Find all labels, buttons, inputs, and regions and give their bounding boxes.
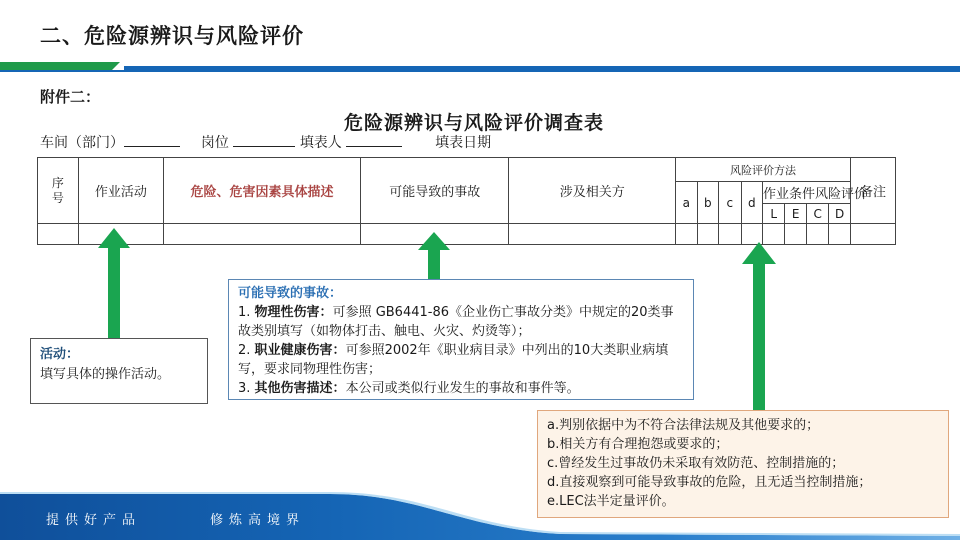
criteria-item-d: d.直接观察到可能导致事故的危险，且无适当控制措施；: [547, 475, 872, 490]
col-C-header: C: [806, 204, 828, 224]
col-condition-header: 作业条件风险评价: [762, 182, 850, 204]
arrow-up-icon: [742, 242, 776, 410]
activity-note-text: 填写具体的操作活动。: [40, 367, 171, 382]
col-notes-header: 备注: [850, 158, 895, 224]
table-cell: [697, 224, 718, 245]
arrow-up-icon: [418, 232, 450, 280]
col-a-header: a: [676, 182, 697, 224]
table-cell: [806, 224, 828, 245]
workshop-blank: [124, 132, 180, 147]
col-L-header: L: [762, 204, 784, 224]
accident-note-item-2: 2. 职业健康伤害：可参照2002年《职业病目录》中列出的10大类职业病填写，要求同物理性伤害；: [238, 343, 669, 377]
filler-label: 填表人: [299, 135, 342, 151]
footer-slogan-1: 提供好产品: [46, 513, 142, 528]
table-cell: [850, 224, 895, 245]
arrow-up-icon: [98, 228, 130, 338]
col-c-header: c: [719, 182, 741, 224]
accident-note-box: [228, 279, 694, 400]
col-method-header: 风险评价方法: [676, 158, 851, 182]
col-b-header: b: [697, 182, 718, 224]
table-cell: [163, 224, 360, 245]
accident-note-item-3: 3. 其他伤害描述：本公司或类似行业发生的事故和事件等。: [238, 381, 580, 396]
header-divider-bar: [0, 62, 960, 72]
attachment-label: 附件二：: [40, 88, 101, 106]
footer-banner: [0, 488, 960, 540]
table-cell: [676, 224, 697, 245]
filler-blank: [346, 132, 402, 147]
col-accident-header: 可能导致的事故: [361, 158, 509, 224]
criteria-item-e: e.LEC法半定量评价。: [547, 494, 675, 509]
form-info-line: [40, 132, 491, 152]
table-cell: [38, 224, 79, 245]
accident-note-item-1: 1. 物理性伤害：可参照 GB6441-86《企业伤亡事故分类》中规定的20类事故类别填写（如物体打击、触电、火灾、灼烫等）；: [238, 305, 674, 339]
table-cell: [719, 224, 741, 245]
table-cell: [509, 224, 676, 245]
page-title: 二、危险源辨识与风险评价: [40, 24, 304, 48]
post-label: 岗位: [200, 135, 229, 151]
col-D-header: D: [829, 204, 850, 224]
col-activity-header: 作业活动: [78, 158, 163, 224]
date-label: 填表日期: [435, 135, 492, 151]
col-d-header: d: [741, 182, 762, 224]
post-blank: [233, 132, 295, 147]
footer-slogan-2: 修炼高境界: [210, 513, 306, 528]
accident-note-heading: 可能导致的事故：: [238, 286, 343, 301]
workshop-label: 车间（部门）: [40, 135, 124, 151]
col-seq-header: 序号: [38, 158, 79, 224]
assessment-table: [37, 157, 896, 245]
criteria-item-c: c.曾经发生过事故仍未采取有效防范、控制措施的；: [547, 456, 845, 471]
criteria-item-a: a.判别依据中为不符合法律法规及其他要求的；: [547, 418, 820, 433]
col-hazard-header: 危险、危害因素具体描述: [163, 158, 360, 224]
table-cell: [829, 224, 850, 245]
activity-note-box: [30, 338, 208, 404]
table-cell: [785, 224, 806, 245]
col-E-header: E: [785, 204, 806, 224]
activity-note-heading: 活动：: [40, 347, 80, 362]
criteria-item-b: b.相关方有合理抱怨或要求的；: [547, 437, 729, 452]
form-title: 危险源辨识与风险评价调查表: [344, 112, 605, 134]
col-parties-header: 涉及相关方: [509, 158, 676, 224]
